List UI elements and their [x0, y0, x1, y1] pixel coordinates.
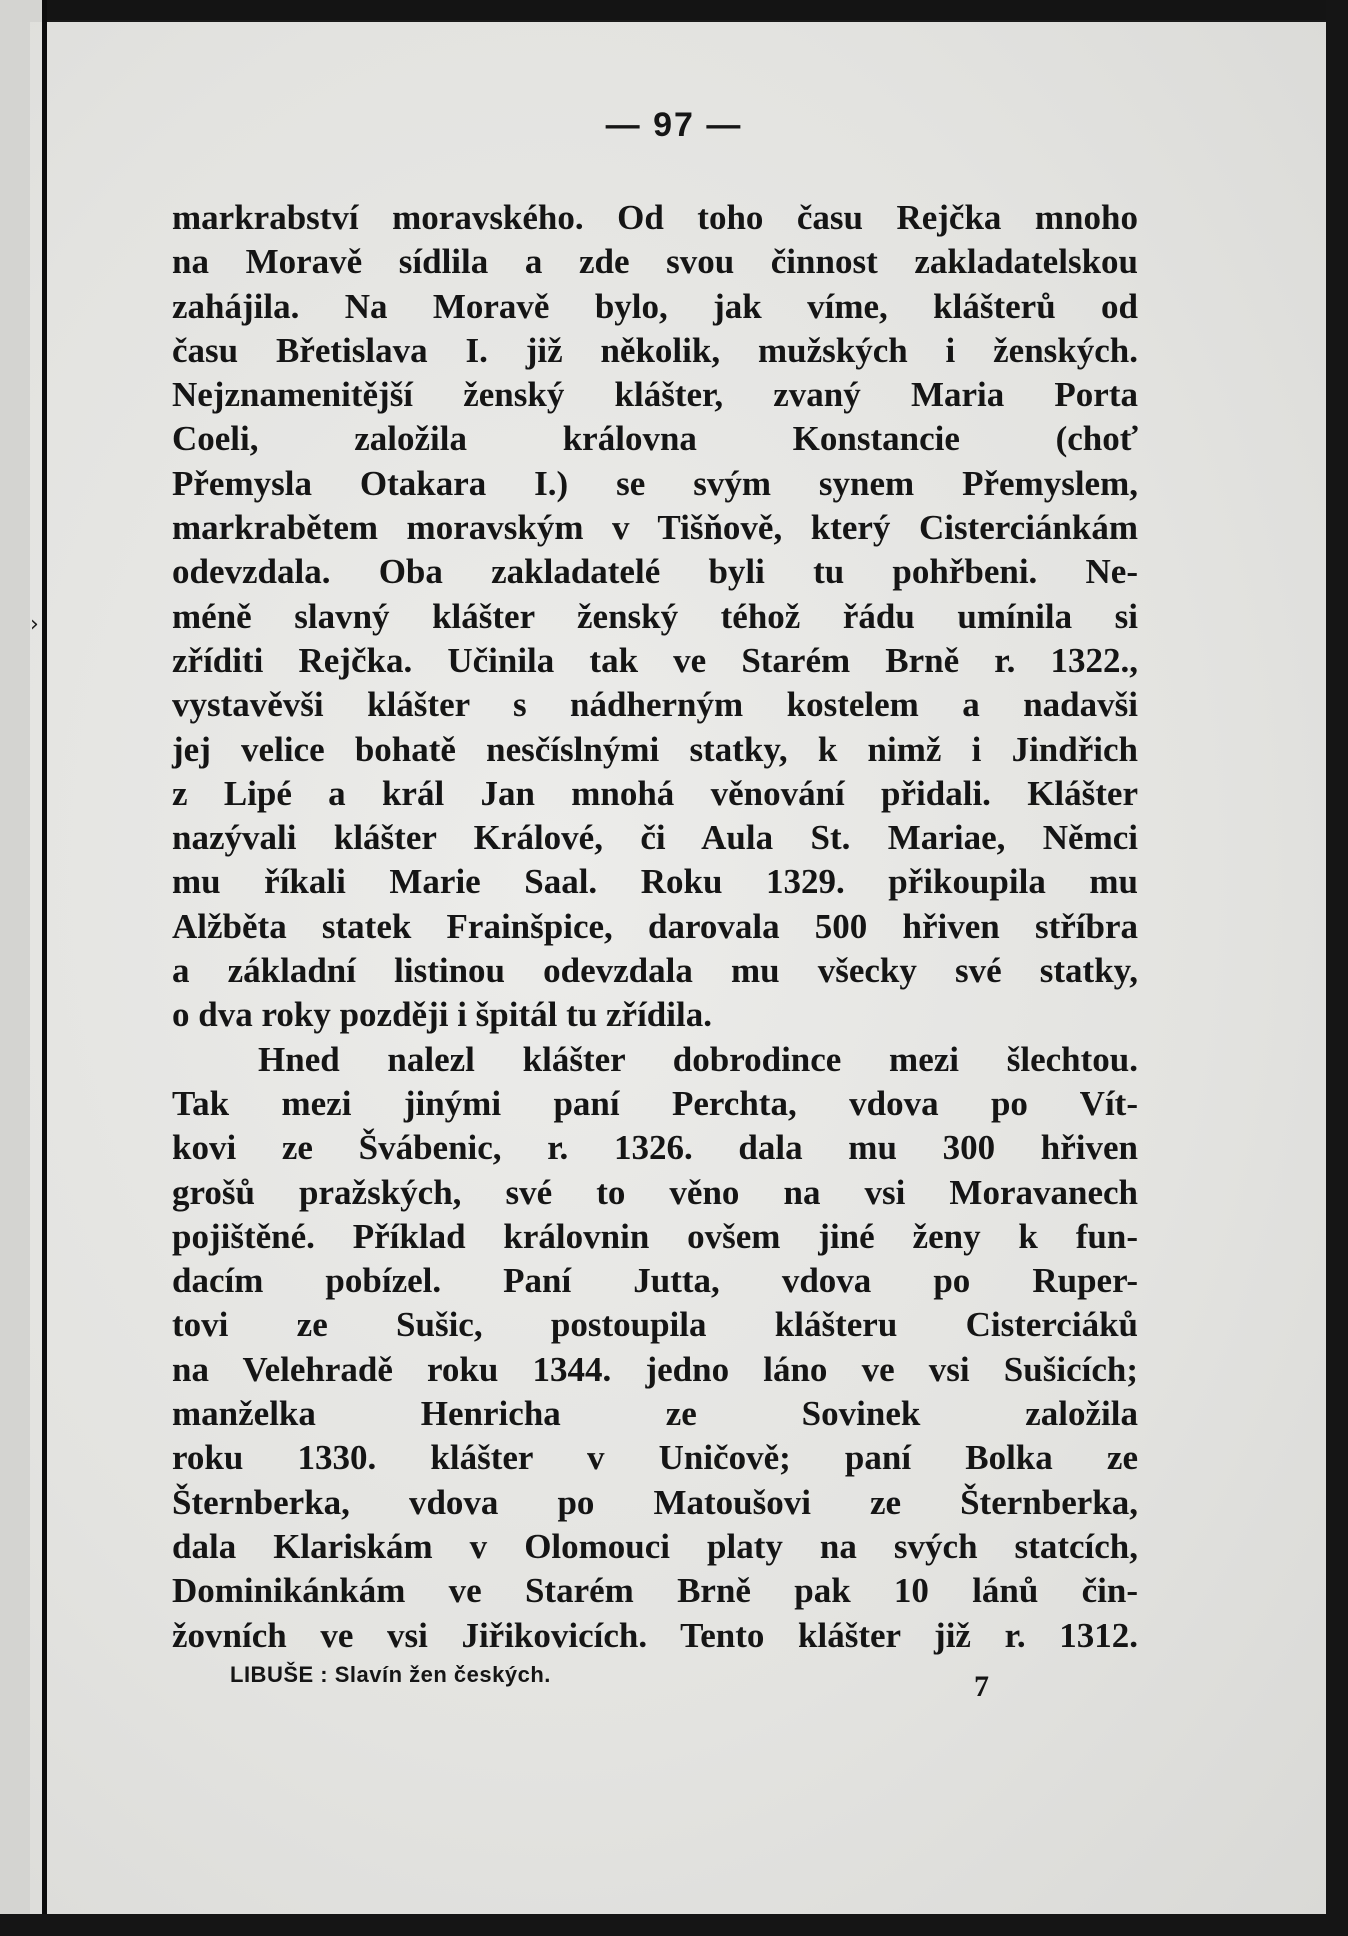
text-line: kovi ze Švábenic, r. 1326. dala mu 300 hřiven [172, 1128, 1138, 1168]
text-line: pojištěné. Příklad královnin ovšem jiné ženy k fun- [172, 1216, 1138, 1256]
text-line: méně slavný klášter ženský téhož řádu umínila si [172, 596, 1138, 636]
text-line: manželka Henricha ze Sovinek založila [172, 1394, 1138, 1434]
text-line: markrabství moravského. Od toho času Rejčka mnoho [172, 198, 1138, 237]
text-line: žovních ve vsi Jiřikovicích. Tento klášter již r. 1312. [172, 1615, 1138, 1655]
body-text [172, 196, 1138, 1658]
scan-bottom-border [0, 1914, 1348, 1936]
signature-mark: 7 [974, 1670, 989, 1703]
text-line: jej velice bohatě nesčíslnými statky, k nimž i Jindřich [172, 729, 1138, 769]
text-line: Tak mezi jinými paní Perchta, vdova po Vít- [172, 1083, 1138, 1123]
text-line: dacím pobízel. Paní Jutta, vdova po Ruper- [172, 1261, 1138, 1301]
text-line: Nejznamenitější ženský klášter, zvaný Maria Porta [172, 375, 1138, 415]
text-line: na Moravě sídlila a zde svou činnost zakladatelskou [172, 242, 1138, 282]
scan-right-border [1326, 0, 1348, 1936]
text-line: Šternberka, vdova po Matoušovi ze Šternberka, [172, 1482, 1138, 1522]
text-line: Coeli, založila královna Konstancie (choť [172, 419, 1138, 459]
text-line: o dva roky později i špitál tu zřídila. [172, 995, 712, 1035]
text-line: tovi ze Sušic, postoupila klášteru Cisterciáků [172, 1305, 1138, 1345]
text-line: roku 1330. klášter v Uničově; paní Bolka ze [172, 1438, 1138, 1478]
text-line: času Břetislava I. již několik, mužských i ženských. [172, 330, 1138, 370]
text-line: a základní listinou odevzdala mu všecky své statky, [172, 951, 1138, 991]
page-number: — 97 — [605, 106, 743, 144]
running-footer: LIBUŠE : Slavín žen českých. [230, 1662, 551, 1687]
text-line: Přemysla Otakara I.) se svým synem Přemyslem, [172, 463, 1138, 503]
scan-top-border [0, 0, 1348, 20]
text-line: nazývali klášter Králové, či Aula St. Mariae, Němci [172, 818, 1138, 858]
text-line: vystavěvši klášter s nádherným kostelem a nadavši [172, 685, 1138, 725]
text-line: Alžběta statek Frainšpice, darovala 500 hřiven stříbra [172, 906, 1138, 946]
text-line: odevzdala. Oba zakladatelé byli tu pohřbeni. Ne- [172, 552, 1138, 592]
margin-arrow-mark: › [30, 612, 39, 637]
text-line: zříditi Rejčka. Učinila tak ve Starém Brně r. 1322., [172, 640, 1138, 680]
text-line: grošů pražských, své to věno na vsi Moravanech [172, 1172, 1138, 1212]
text-line: Hned nalezl klášter dobrodince mezi šlechtou. [258, 1039, 1138, 1079]
text-line: Dominikánkám ve Starém Brně pak 10 lánů čin- [172, 1571, 1138, 1611]
text-line: z Lipé a král Jan mnohá věnování přidali. Klášter [172, 773, 1138, 813]
text-line: na Velehradě roku 1344. jedno láno ve vsi Sušicích; [172, 1349, 1138, 1389]
text-line: dala Klariskám v Olomouci platy na svých statcích, [172, 1526, 1138, 1566]
text-line: mu říkali Marie Saal. Roku 1329. přikoupila mu [172, 862, 1138, 902]
binding-edge [42, 0, 47, 1936]
text-line: markrabětem moravským v Tišňově, který Cisterciánkám [172, 508, 1138, 548]
text-line: zahájila. Na Moravě bylo, jak víme, klášterů od [172, 286, 1138, 326]
